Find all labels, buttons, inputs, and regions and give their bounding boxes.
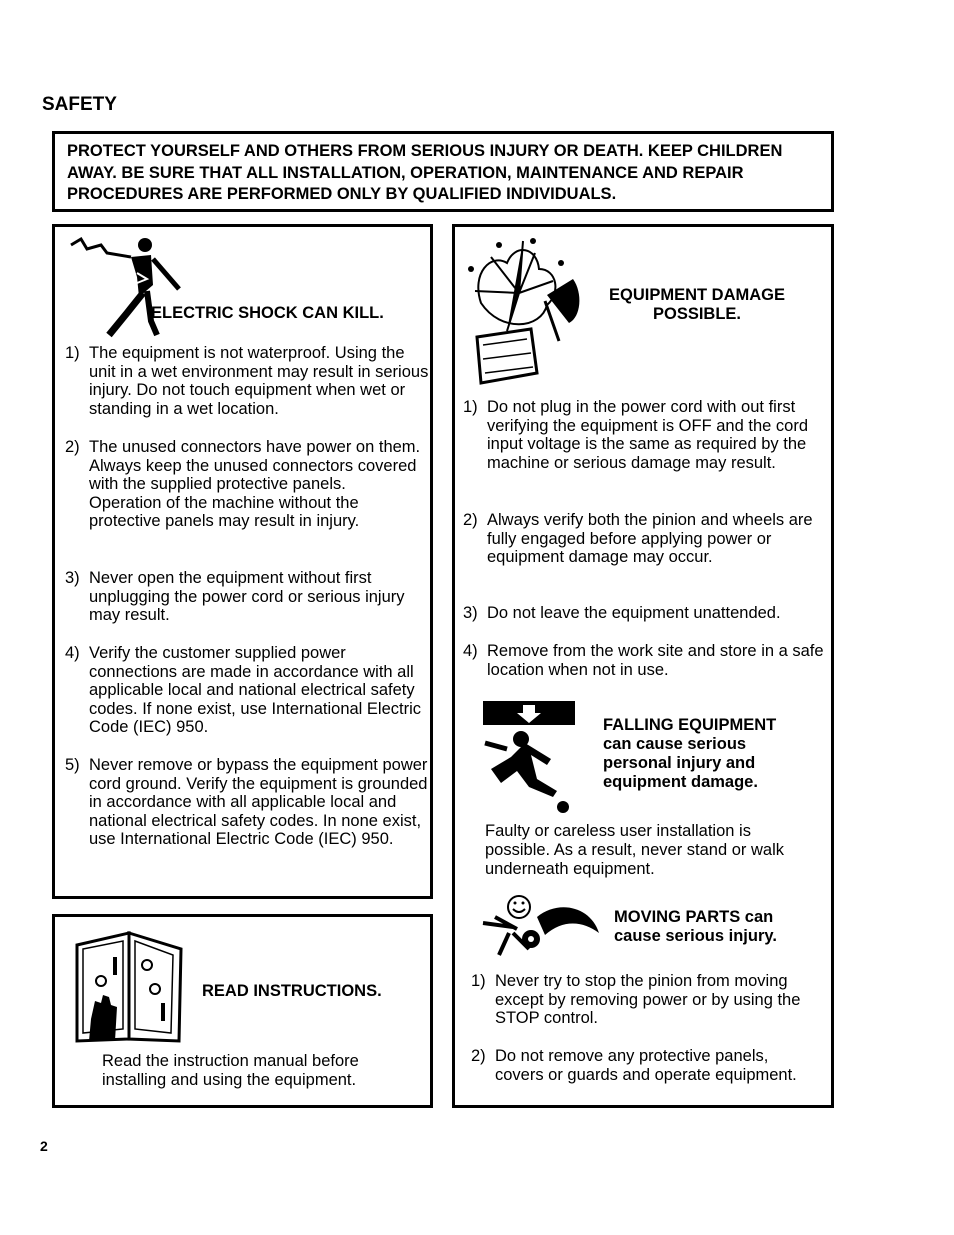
item-number: 1) — [463, 398, 478, 416]
electric-shock-panel — [52, 224, 433, 899]
instruction-manual-icon — [73, 929, 185, 1045]
item-number: 4) — [463, 642, 478, 660]
list-item — [463, 511, 823, 567]
electric-shock-icon — [67, 235, 187, 341]
moving-heading-rest: can cause serious injury. — [614, 908, 777, 945]
falling-equipment-text: Faulty or careless user installation is possible. As a result, never stand or walk underneath equipment. — [485, 822, 784, 878]
item-text: The unused connectors have power on them. Always keep the unused connectors covered with the supplied protective panels. Operation of the machine without the protective panels may result in injury. — [89, 438, 421, 530]
moving-parts-icon — [479, 893, 603, 961]
falling-equipment-heading — [603, 716, 813, 792]
list-item — [463, 398, 823, 472]
item-text: Never open the equipment without first unplugging the power cord or serious injury may result. — [89, 569, 405, 624]
page-title: SAFETY — [42, 94, 117, 115]
page-number: 2 — [40, 1138, 48, 1154]
item-number: 1) — [471, 972, 486, 990]
equipment-damage-heading: EQUIPMENT DAMAGE POSSIBLE. — [608, 286, 785, 323]
item-text: Do not leave the equipment unattended. — [487, 604, 781, 622]
item-number: 2) — [471, 1047, 486, 1065]
read-instructions-heading: READ INSTRUCTIONS. — [202, 982, 382, 1000]
equipment-explosion-icon — [461, 233, 585, 387]
warning-text: PROTECT YOURSELF AND OTHERS FROM SERIOUS INJURY OR DEATH. KEEP CHILDREN AWAY. BE SURE THAT ALL INSTALLATION, OPERATION, MAINTENANCE AND REPAIR PROCEDURES ARE PERFORMED ONLY BY QUALIFIED INDIVIDUALS. — [67, 142, 783, 203]
item-text: Never try to stop the pinion from moving except by removing power or by using the STOP control. — [495, 972, 801, 1027]
falling-heading-bold: FALLING EQUIPMENT — [603, 716, 777, 734]
item-text: Always verify both the pinion and wheels are fully engaged before applying power or equipment damage may occur. — [487, 511, 813, 566]
falling-heading-rest: can cause serious personal injury and equipment damage. — [603, 735, 758, 791]
item-text: Verify the customer supplied power connections are made in accordance with all applicable local and national electrical safety codes. If none exist, use International Electric Code (IEC) 950. — [89, 644, 422, 736]
warning-box — [52, 131, 834, 212]
item-number: 4) — [65, 644, 80, 662]
list-item — [463, 604, 833, 623]
item-number: 3) — [463, 604, 478, 622]
electric-shock-heading: ELECTRIC SHOCK CAN KILL. — [151, 304, 384, 322]
item-number: 5) — [65, 756, 80, 774]
item-number: 2) — [463, 511, 478, 529]
list-item — [65, 344, 431, 418]
list-item — [65, 438, 421, 531]
item-number: 3) — [65, 569, 80, 587]
list-item — [65, 569, 421, 625]
item-text: Never remove or bypass the equipment power cord ground. Verify the equipment is grounded in accordance with all applicable local and national electrical safety codes. In none exist, use International Electric Code (IEC) 950. — [89, 756, 428, 848]
moving-parts-heading — [614, 908, 814, 946]
list-item — [463, 642, 833, 679]
read-instructions-text: Read the instruction manual before installing and using the equipment. — [102, 1052, 359, 1089]
list-item — [65, 756, 431, 849]
list-item — [471, 1047, 821, 1084]
equipment-safety-panel — [452, 224, 834, 1108]
item-text: The equipment is not waterproof. Using the unit in a wet environment may result in serious injury. Do not touch equipment when wet or standing in a wet location. — [89, 344, 429, 418]
falling-object-icon — [481, 699, 577, 815]
list-item — [65, 644, 431, 737]
item-text: Do not plug in the power cord with out first verifying the equipment is OFF and the cord input voltage is the same as required by the machine or serious damage may result. — [487, 398, 808, 472]
list-item — [471, 972, 821, 1028]
item-text: Remove from the work site and store in a safe location when not in use. — [487, 642, 824, 679]
moving-heading-bold: MOVING PARTS — [614, 908, 741, 926]
item-number: 2) — [65, 438, 80, 456]
item-number: 1) — [65, 344, 80, 362]
read-instructions-panel — [52, 914, 433, 1108]
item-text: Do not remove any protective panels, covers or guards and operate equipment. — [495, 1047, 797, 1084]
